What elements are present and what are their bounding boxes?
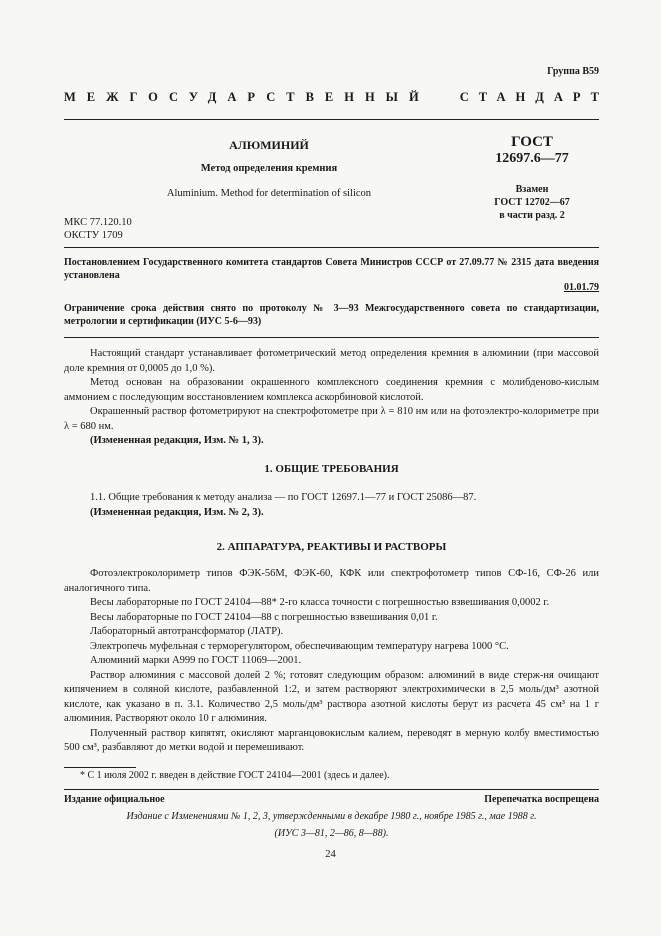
section-1-title: 1. ОБЩИЕ ТРЕБОВАНИЯ xyxy=(264,463,399,475)
section-2-paragraph: Электропечь муфельная с терморегулятором, обеспечивающим температуру нагрева 1000 °С. xyxy=(90,640,509,652)
section-2-body xyxy=(64,567,599,756)
document-title: АЛЮМИНИЙ xyxy=(229,138,309,152)
group-code: Группа В59 xyxy=(547,66,599,77)
section-2-paragraph: Фотоэлектроколориметр типов ФЭК-56М, ФЭК-60, КФК или спектрофотометр типов СФ-16, СФ-26 или аналогичного типа. xyxy=(64,568,599,594)
standard-heading-left: МЕЖГОСУДАРСТВЕННЫЙ xyxy=(64,90,430,104)
intro-paragraph: Метод основан на образовании окрашенного комплексного соединения кремния с молибденово-кислым аммонием с последующим восстановлением комплекса аскорбиновой кислотой. xyxy=(64,377,599,403)
section-2-paragraph: Лабораторный автотрансформатор (ЛАТР). xyxy=(90,626,284,637)
header-rule xyxy=(64,119,599,120)
section-1-body xyxy=(64,491,599,520)
edition-line: (ИУС 3—81, 2—86, 8—88). xyxy=(274,828,389,839)
standard-heading-right: СТАНДАРТ xyxy=(459,90,609,104)
section-1-paragraph: 1.1. Общие требования к методу анализа — по ГОСТ 12697.1—77 и ГОСТ 25086—87. xyxy=(90,492,477,503)
title-block xyxy=(64,138,474,199)
decree-text: Постановлением Государственного комитета стандартов Совета Министров СССР от 27.09.77 № 2315 дата введения установлена xyxy=(64,257,599,281)
gost-number: 12697.6—77 xyxy=(495,151,569,166)
mks-code: МКС 77.120.10 xyxy=(64,217,132,228)
section-2-title: 2. АППАРАТУРА, РЕАКТИВЫ И РАСТВОРЫ xyxy=(216,541,447,553)
intro-paragraph: Настоящий стандарт устанавливает фотометрический метод определения кремния в алюминии (при массовой доле кремния от 0,0005 до 1,0 %). xyxy=(64,348,599,374)
document-subtitle: Метод определения кремния xyxy=(200,163,338,174)
footnote-rule xyxy=(64,767,136,768)
gost-block xyxy=(472,134,592,222)
footnote: * С 1 июля 2002 г. введен в действие ГОСТ 24104—2001 (здесь и далее). xyxy=(80,770,390,781)
codes-rule xyxy=(64,247,599,248)
replacement-line: ГОСТ 12702—67 xyxy=(494,197,570,208)
introduction-date: 01.01.79 xyxy=(564,282,599,293)
replacement-info xyxy=(472,183,592,222)
replacement-line: в части разд. 2 xyxy=(499,210,565,221)
limit-rule xyxy=(64,337,599,338)
intro-paragraph: Окрашенный раствор фотометрируют на спектрофотометре при λ = 810 нм или на фотоэлектро-колориметре при λ = 680 нм. xyxy=(64,406,599,432)
section-2-paragraph: Раствор алюминия с массовой долей 2 %; готовят следующим образом: алюминий в виде стерж-ня очищают кипячением в соляной кислоте, разбавленной 1:2, и затем растворяют электрохимически в 2,5 моль/дм³ азотной кислоте, как указано в п. 3.1. Количество 2,5 моль/дм³ раствора азотной кислоты берут из расчета 45 см³ на 1 г алюминия. Растворяют около 10 г алюминия. xyxy=(64,669,599,724)
classification-codes xyxy=(64,216,132,242)
section-2-paragraph: Весы лабораторные по ГОСТ 24104—88* 2-го класса точности с погрешностью взвешивания 0,0002 г. xyxy=(90,597,550,608)
limitation-text: Ограничение срока действия снято по протоколу № 3—93 Межгосударственного совета по стандартизации, метрологии и сертификации (ИУС 5-6—93) xyxy=(64,303,599,327)
edition-info xyxy=(64,808,599,842)
amendment-note: (Измененная редакция, Изм. № 1, 3). xyxy=(90,435,264,446)
reprint-notice: Перепечатка воспрещена xyxy=(484,794,599,805)
okstu-code: ОКСТУ 1709 xyxy=(64,230,123,241)
section-2-paragraph: Весы лабораторные по ГОСТ 24104—88 с погрешностью взвешивания 0,01 г. xyxy=(90,611,438,623)
section-2-paragraph: Полученный раствор кипятят, окисляют марганцовокислым калием, переводят в мерную колбу вместимостью 500 см³, разбавляют до метки водой и перемешивают. xyxy=(64,727,599,753)
intro-section xyxy=(64,347,599,449)
gost-label: ГОСТ xyxy=(511,134,553,150)
replacement-line: Взамен xyxy=(515,184,549,195)
page-number: 24 xyxy=(325,849,336,860)
standard-heading xyxy=(64,90,609,105)
english-title: Aluminium. Method for determination of silicon xyxy=(166,188,372,199)
amendment-note: (Измененная редакция, Изм. № 2, 3). xyxy=(90,506,264,518)
section-2-paragraph: Алюминий марки А999 по ГОСТ 11069—2001. xyxy=(90,655,302,666)
footer-rule xyxy=(64,789,599,790)
edition-line: Издание с Изменениями № 1, 2, 3, утвержденными в декабре 1980 г., ноябре 1985 г., мае 1988 г. xyxy=(126,811,537,822)
official-edition-label: Издание официальное xyxy=(64,794,165,805)
